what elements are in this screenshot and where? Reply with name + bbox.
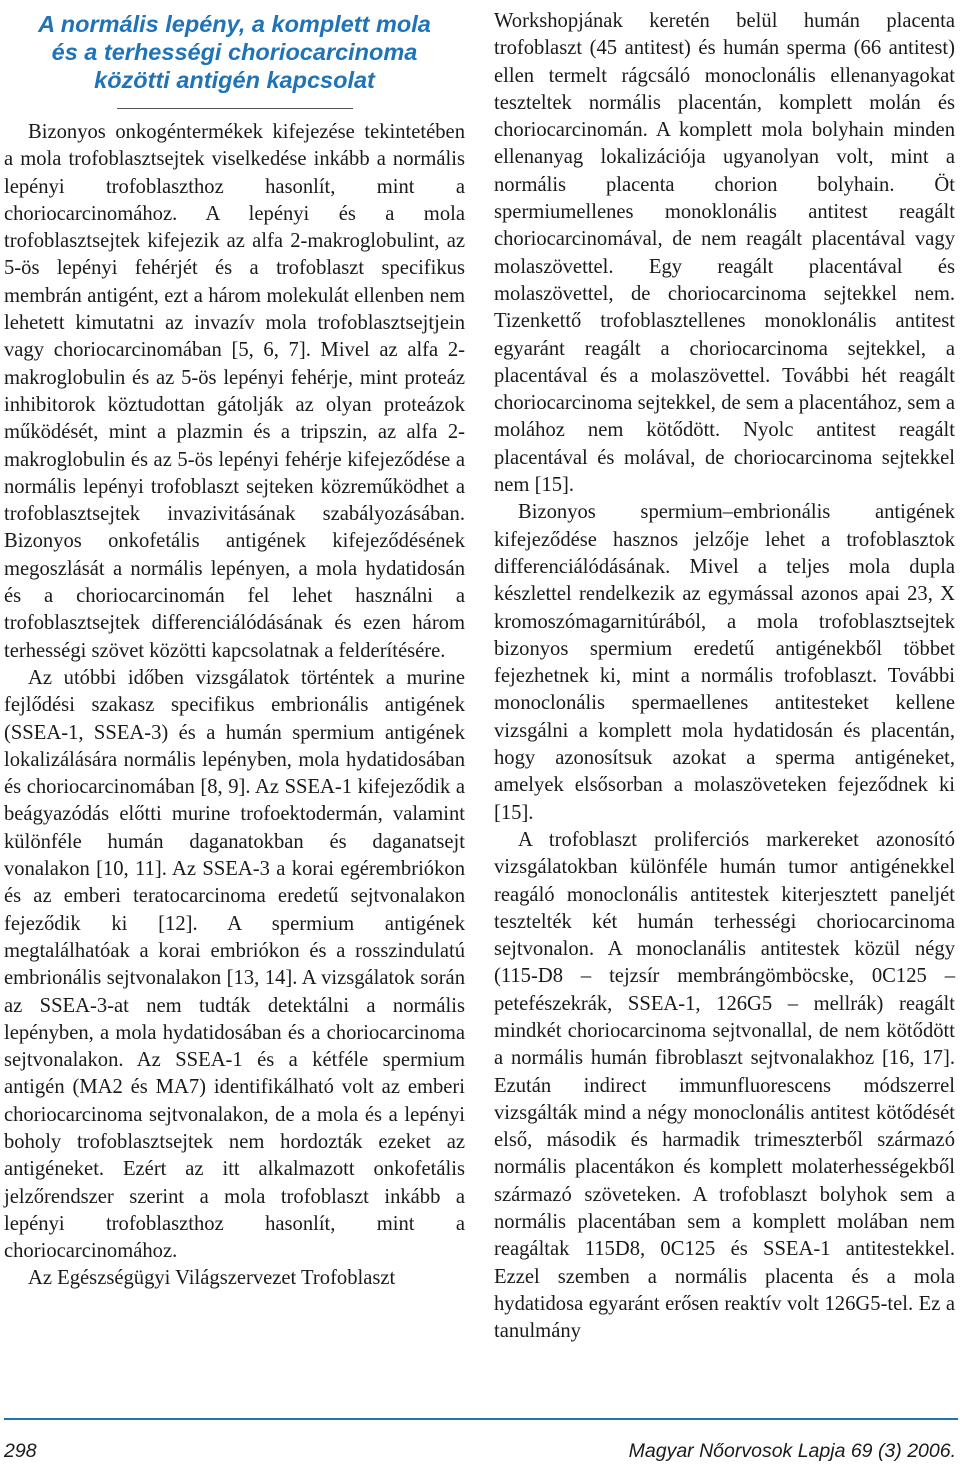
paragraph: Workshopjának keretén belül humán placenta trofoblaszt (45 antitest) és humán sperma (66 antitest) ellen termelt rágcsáló monoclonális ellenanyagokat teszteltek normális placentán, komplett molán és choriocarcinomán. A komplett mola bolyhain minden ellenanyag lokalizációja ugyanolyan volt, mint a normális placenta chorion bolyhain. Öt spermiumellenes monoklonális antitest reagált choriocarcinomával, de nem reagált placentával vagy molaszövettel. Egy reagált placentával és molaszövettel, de choriocarcinoma sejtekkel nem. Tizenkettő trofoblasztellenes monoklonális antitest egyaránt reagált a choriocarcinoma sejtekkel, a placentával és a molaszövettel. További hét reagált choriocarcinoma sejtekkel, de sem a placentához, sem a molához nem kötődött. Nyolc antitest reagált placentával és molával, de choriocarcinoma sejtekkel nem [15]. — [494, 10, 955, 497]
paragraph: Bizonyos spermium–embrionális antigének kifejeződése hasznos jelzője lehet a trofoblasztok differenciálódásának. Mivel a teljes mola dupla készlettel rendelkezik az egymással azonos apai 23, X kromoszómagarnitúrából, a mola trofoblasztsejtek bizonyos spermium eredetű antigénekből többet fejezhetnek ki, mint a normális trofoblaszt. További monoclonális spermaellenes antitesteket kellene vizsgálni a komplett mola hydatidosán és placentán, hogy azonosítsuk azokat a sperma antigéneket, amelyek elsősorban a molaszöveteken fejeződnek ki [15]. — [494, 501, 955, 824]
footer-divider — [4, 1418, 958, 1420]
paragraph: Az utóbbi időben vizsgálatok történtek a murine fejlődési szakasz specifikus embrionális antigének (SSEA-1, SSEA-3) és a humán spermium antigének lokalizálására normális lepényben, mola hydatidosában és choriocarcinomában [8, 9]. Az SSEA-1 kifejeződik a beágyazódás előtti murine trofoektodermán, valamint különféle humán daganatokban és daganatsejt vonalakon [10, 11]. Az SSEA-3 a korai egérembriókon és az emberi teratocarcinoma eredetű sejtvonalakon fejeződik ki [12]. A spermium antigének megtalálhatóak a korai embriókon és a rosszindulatú embrionális sejtvonalakon [13, 14]. A vizsgálatok során az SSEA-3-at nem tudták detektálni a normális lepényben, a mola hydatidosában és a choriocarcinoma sejtvonalakon. Az SSEA-1 és a kétféle spermium antigén (MA2 és MA7) identifikálható volt az emberi choriocarcinoma sejtvonalakon, de a mola és a lepényi boholy trofoblasztsejtek nem hordozták ezeket az antigéneket. Ezért az itt alkalmazott onkofetális jelzőrendszer szerint a mola trofoblaszt inkább a lepényi trofoblaszthoz hasonlít, mint a choriocarcinomához. — [4, 666, 465, 1263]
left-column — [4, 8, 465, 1293]
page-number: 298 — [4, 1440, 37, 1462]
title-line-3: közötti antigén kapcsolat — [94, 67, 375, 93]
title-line-2: és a terhességi choriocarcinoma — [51, 39, 418, 65]
right-column — [494, 8, 955, 1346]
title-line-1: A normális lepény, a komplett mola — [38, 11, 431, 37]
paragraph: Bizonyos onkogéntermékek kifejezése tekintetében a mola trofoblasztsejtek viselkedése inkább a normális lepényi trofoblaszthoz hasonlít, mint a choriocarcinomához. A lepényi és a mola trofoblasztsejtek kifejezik az alfa 2-makroglobulint, az 5-ös lepényi fehérjét és a trofoblaszt specifikus membrán antigént, ezt a három molekulát ellenben nem lehetett kimutatni az invazív mola trofoblasztsejtjein vagy choriocarcinomában [5, 6, 7]. Mivel az alfa 2-makroglobulin és az 5-ös lepényi fehérje, mint proteáz inhibitorok köztudottan gátolják az olyan proteázok működését, mint a plazmin és a tripszin, az alfa 2-makroglobulin és az 5-ös lepényi fehérje kifejeződése a normális lepényi trofoblaszt sejteken közreműködhet a trofoblasztsejtek invazivitásának szabályozásában. Bizonyos onkofetális antigének kifejeződésének megoszlását a normális lepényen, a mola hydatidosán és a choriocarcinomán fel lehet használni a trofoblasztsejtek differenciálódásának és ezen három terhességi szövet közötti kapcsolatnak a felderítésére. — [4, 121, 465, 662]
paragraph: Az Egészségügyi Világszervezet Trofoblaszt — [28, 1267, 396, 1290]
page-footer — [0, 1418, 960, 1474]
paragraph: A trofoblaszt proliferciós markereket azonosító vizsgálatokban különféle humán tumor antigénekkel reagáló monoclonális antitestek kiterjesztett paneljét tesztelték két humán terhességi choriocarcinoma sejtvonalon. A monoclanális antitestek közül négy (115-D8 – tejzsír membrángömböcske, 0C125 – petefészekrák, SSEA-1, 126G5 – mellrák) reagált mindkét choriocarcinoma sejtvonallal, de nem kötődött a normális humán fibroblaszt sejtvonalakhoz [16, 17]. Ezután indirect immunfluorescens módszerrel vizsgálták mind a négy monoclonális antitest kötődését első, második és harmadik trimeszterből származó normális placentákon és komplett molaterhességekből származó szöveteken. A trofoblaszt bolyhok sem a normális placentában sem a komplett molában nem reagáltak 115D8, 0C125 és SSEA-1 antitestekkel. Ezzel szemben a normális placenta és a mola hydatidosa egyaránt erősen reaktív volt 126G5-tel. Ez a tanulmány — [494, 828, 955, 1343]
article-title — [4, 8, 465, 94]
journal-citation: Magyar Nőorvosok Lapja 69 (3) 2006. — [628, 1440, 956, 1462]
title-divider — [117, 108, 353, 109]
